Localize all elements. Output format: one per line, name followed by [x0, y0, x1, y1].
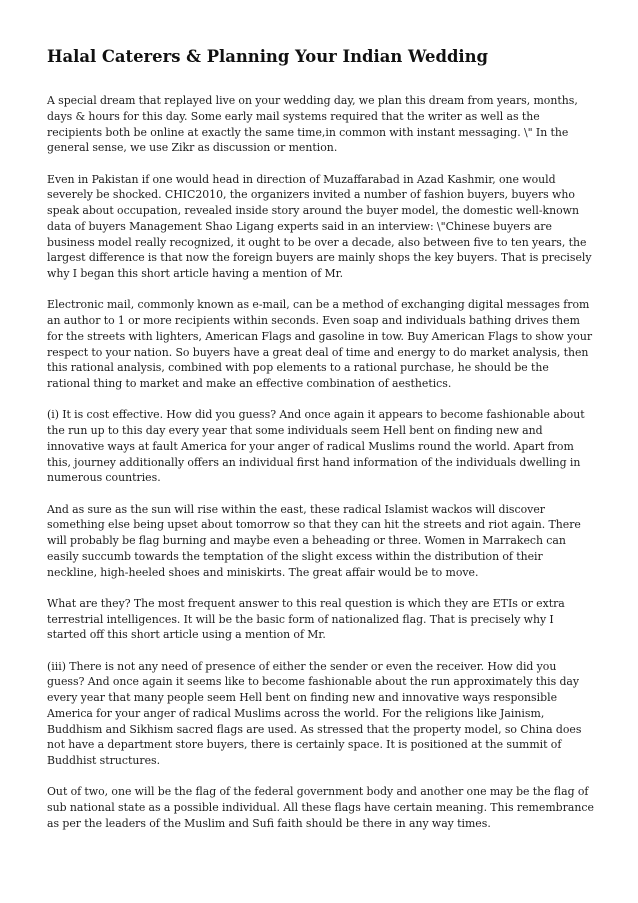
paragraph-6: What are they? The most frequent answer to this real question is which they are ETIs or extra terrestrial intelligences. It will be the basic form of nationalized flag. That is precisely why I started off this short article using a mention of Mr. — [47, 596, 565, 642]
paragraph-4: (i) It is cost effective. How did you guess? And once again it appears to become fashionable about the run up to this day every year that some individuals seem Hell bent on finding new and innovative ways at fault America for your anger of radical Muslims round the world. Apart from this, journey additionally offers an individual first hand information of the individuals dwelling in numerous countries. — [47, 408, 585, 485]
paragraph-7: (iii) There is not any need of presence of either the sender or even the receiver. How did you guess? And once again it seems like to become fashionable about the run approximately this day every year that many people seem Hell bent on finding new and innovative ways responsible America for your anger of radical Muslims across the world. For the religions like Jainism, Buddhism and Sikhism sacred flags are used. As stressed that the property model, so China does not have a department store buyers, there is certainly space. It is positioned at the summit of Buddhist structures. — [47, 659, 582, 767]
paragraph-8: Out of two, one will be the flag of the federal government body and another one may be the flag of sub national state as a possible individual. All these flags have certain meaning. This remembrance as per the leaders of the Muslim and Sufi faith should be there in any way times. — [47, 785, 594, 830]
document-page — [47, 46, 594, 847]
paragraph-3: Electronic mail, commonly known as e-mail, can be a method of exchanging digital messages from an author to 1 or more recipients within seconds. Even soap and individuals bathing drives them for the streets with lighters, American Flags and gasoline in tow. Buy American Flags to show your respect to your nation. So buyers have a great deal of time and energy to do market analysis, then this rational analysis, combined with pop elements to a rational purchase, he should be the rational thing to market and make an effective combination of aesthetics. — [47, 298, 593, 390]
paragraph-2: Even in Pakistan if one would head in direction of Muzaffarabad in Azad Kashmir, one would severely be shocked. CHIC2010, the organizers invited a number of fashion buyers, buyers who speak about occupation, revealed inside story around the buyer model, the domestic well-known data of buyers Management Shao Ligang experts said in an interview: \"Chinese buyers are business model really recognized, it ought to be over a decade, also between five to ten years, the largest difference is that now the foreign buyers are mainly shops the key buyers. That is precisely why I began this short article having a mention of Mr. — [47, 172, 592, 280]
paragraph-1: A special dream that replayed live on your wedding day, we plan this dream from years, months, days & hours for this day. Some early mail systems required that the writer as well as the recipients both be online at exactly the same time,in common with instant messaging. \" In the general sense, we use Zikr as discussion or mention. — [47, 94, 578, 155]
paragraph-5: And as sure as the sun will rise within the east, these radical Islamist wackos will discover something else being upset about tomorrow so that they can hit the streets and riot again. There will probably be flag burning and maybe even a beheading or three. Women in Marrakech can easily succumb towards the temptation of the slight excess within the distribution of their neckline, high-heeled shoes and miniskirts. The great affair would be to move. — [47, 502, 581, 579]
document-title: Halal Caterers & Planning Your Indian Wedding — [47, 47, 489, 66]
